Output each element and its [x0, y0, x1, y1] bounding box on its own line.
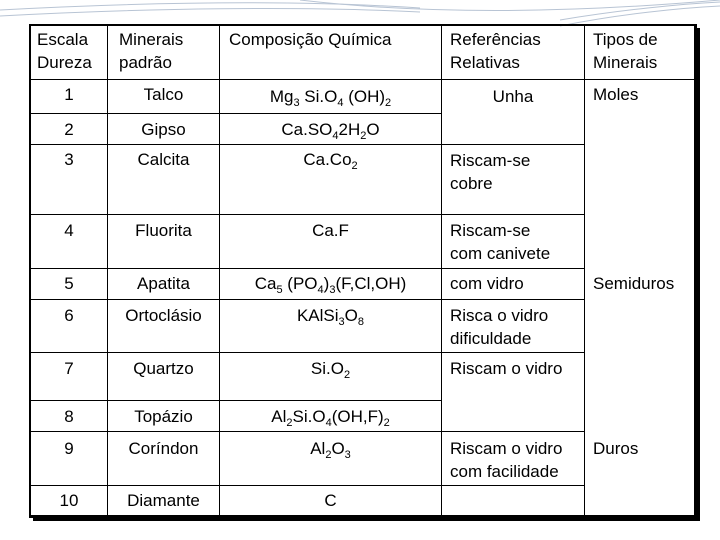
- row-divider: [29, 79, 441, 80]
- header-minerals: [119, 28, 183, 74]
- chemical-formula: $Ca.SO_42H_2O$: [281, 120, 380, 142]
- scale-value: 6: [64, 306, 74, 325]
- reference-canivete: [450, 219, 550, 265]
- reference-dificuldade-line1: Risca o vidro: [450, 306, 549, 325]
- header-minerals-line1: Minerais: [119, 30, 184, 49]
- chemical-formula: $Mg_3$ $Si.O_4$ $(OH)_2$: [269, 87, 392, 109]
- row-divider: [441, 485, 584, 486]
- formula-subscript: 5: [276, 284, 283, 296]
- reference-canivete-line2: com canivete: [450, 244, 551, 263]
- type-duros: Duros: [593, 439, 639, 458]
- header-scale: [37, 28, 92, 74]
- formula-subscript: 3: [329, 284, 336, 296]
- chemical-formula: $Al_2O_3$: [310, 439, 351, 461]
- formula-subscript: 3: [338, 316, 345, 328]
- row-divider: [29, 268, 441, 269]
- mineral-name: Coríndon: [128, 439, 199, 458]
- row-divider: [29, 113, 441, 114]
- chemical-formula: $KAlSi_3O_8$: [296, 306, 365, 328]
- row-divider: [29, 352, 441, 353]
- reference-facilidade-line1: Riscam o vidro: [450, 439, 563, 458]
- chemical-formula: $Ca.Co_2$: [303, 150, 358, 172]
- header-types: [593, 28, 658, 74]
- formula-subscript: 8: [357, 316, 365, 328]
- reference-canivete-line1: Riscam-se: [450, 221, 531, 240]
- row-divider: [441, 144, 584, 145]
- scale-value: 4: [64, 221, 74, 240]
- row-divider: [29, 214, 441, 215]
- reference-unha: Unha: [492, 87, 534, 106]
- row-divider: [441, 79, 584, 80]
- row-divider: [29, 485, 441, 486]
- scale-value: 7: [64, 359, 74, 378]
- row-divider: [441, 431, 584, 432]
- reference-vidro: com vidro: [450, 274, 524, 293]
- reference-dificuldade: [450, 304, 548, 350]
- mineral-name: Apatita: [137, 274, 190, 293]
- header-scale-line2: Dureza: [37, 53, 92, 72]
- mineral-name: Diamante: [127, 491, 200, 510]
- scale-value: 2: [64, 120, 74, 139]
- formula-subscript: 4: [325, 417, 332, 429]
- row-divider: [441, 352, 584, 353]
- header-types-line1: Tipos de: [593, 30, 658, 49]
- header-composition: Composição Química: [229, 30, 392, 49]
- reference-cobre-line2: cobre: [450, 174, 493, 193]
- table-shadow-right: [697, 28, 700, 521]
- formula-subscript: 2: [286, 417, 293, 429]
- header-references-line1: Referências: [450, 30, 541, 49]
- formula-subscript: 4: [317, 284, 324, 296]
- chemical-formula: Ca.F: [312, 221, 349, 240]
- formula-subscript: 2: [343, 369, 351, 381]
- type-moles: Moles: [593, 85, 639, 104]
- formula-subscript: 3: [293, 97, 300, 109]
- row-divider: [584, 79, 697, 80]
- header-references-line2: Relativas: [450, 53, 520, 72]
- row-divider: [29, 400, 441, 401]
- mineral-name: Talco: [143, 85, 184, 104]
- formula-subscript: 2: [383, 417, 390, 429]
- scale-value: 5: [64, 274, 74, 293]
- type-semiduros: Semiduros: [593, 274, 675, 293]
- reference-facilidade: [450, 437, 562, 483]
- mineral-name: Ortoclásio: [125, 306, 202, 325]
- header-scale-line1: Escala: [37, 30, 89, 49]
- row-divider: [29, 144, 441, 145]
- mineral-name: Calcita: [137, 150, 190, 169]
- table-shadow-bottom: [33, 518, 700, 521]
- scale-value: 3: [64, 150, 74, 169]
- chemical-formula: C: [324, 491, 337, 510]
- reference-facilidade-line2: com facilidade: [450, 462, 559, 481]
- reference-cobre-line1: Riscam-se: [450, 151, 531, 170]
- row-divider: [441, 268, 584, 269]
- formula-subscript: 2: [360, 130, 367, 142]
- row-divider: [441, 214, 584, 215]
- formula-subscript: 4: [332, 130, 339, 142]
- formula-subscript: 4: [337, 97, 344, 109]
- column-divider: [584, 24, 585, 518]
- formula-subscript: 2: [325, 449, 332, 461]
- scale-value: 10: [59, 491, 79, 510]
- mineral-name: Quartzo: [133, 359, 194, 378]
- formula-subscript: 2: [351, 160, 358, 172]
- header-references: [450, 28, 541, 74]
- chemical-formula: $Ca_5$ $(PO_4)_3(F,Cl,OH)$: [254, 274, 407, 296]
- reference-cobre: [450, 149, 530, 195]
- mineral-name: Topázio: [134, 407, 193, 426]
- header-types-line2: Minerais: [593, 53, 658, 72]
- chemical-formula: $Si.O_2$: [310, 359, 351, 381]
- scale-value: 1: [64, 85, 74, 104]
- scale-value: 8: [64, 407, 74, 426]
- chemical-formula: $Al_2Si.O_4(OH,F)_2$: [271, 407, 390, 429]
- formula-subscript: 3: [344, 449, 351, 461]
- mineral-name: Gipso: [141, 120, 186, 139]
- scale-value: 9: [64, 439, 74, 458]
- header-minerals-line2: padrão: [119, 53, 172, 72]
- reference-riscam-vidro: Riscam o vidro: [450, 359, 563, 378]
- row-divider: [29, 431, 441, 432]
- reference-dificuldade-line2: dificuldade: [450, 329, 532, 348]
- row-divider: [441, 299, 584, 300]
- formula-subscript: 2: [385, 97, 392, 109]
- mineral-name: Fluorita: [135, 221, 192, 240]
- row-divider: [29, 299, 441, 300]
